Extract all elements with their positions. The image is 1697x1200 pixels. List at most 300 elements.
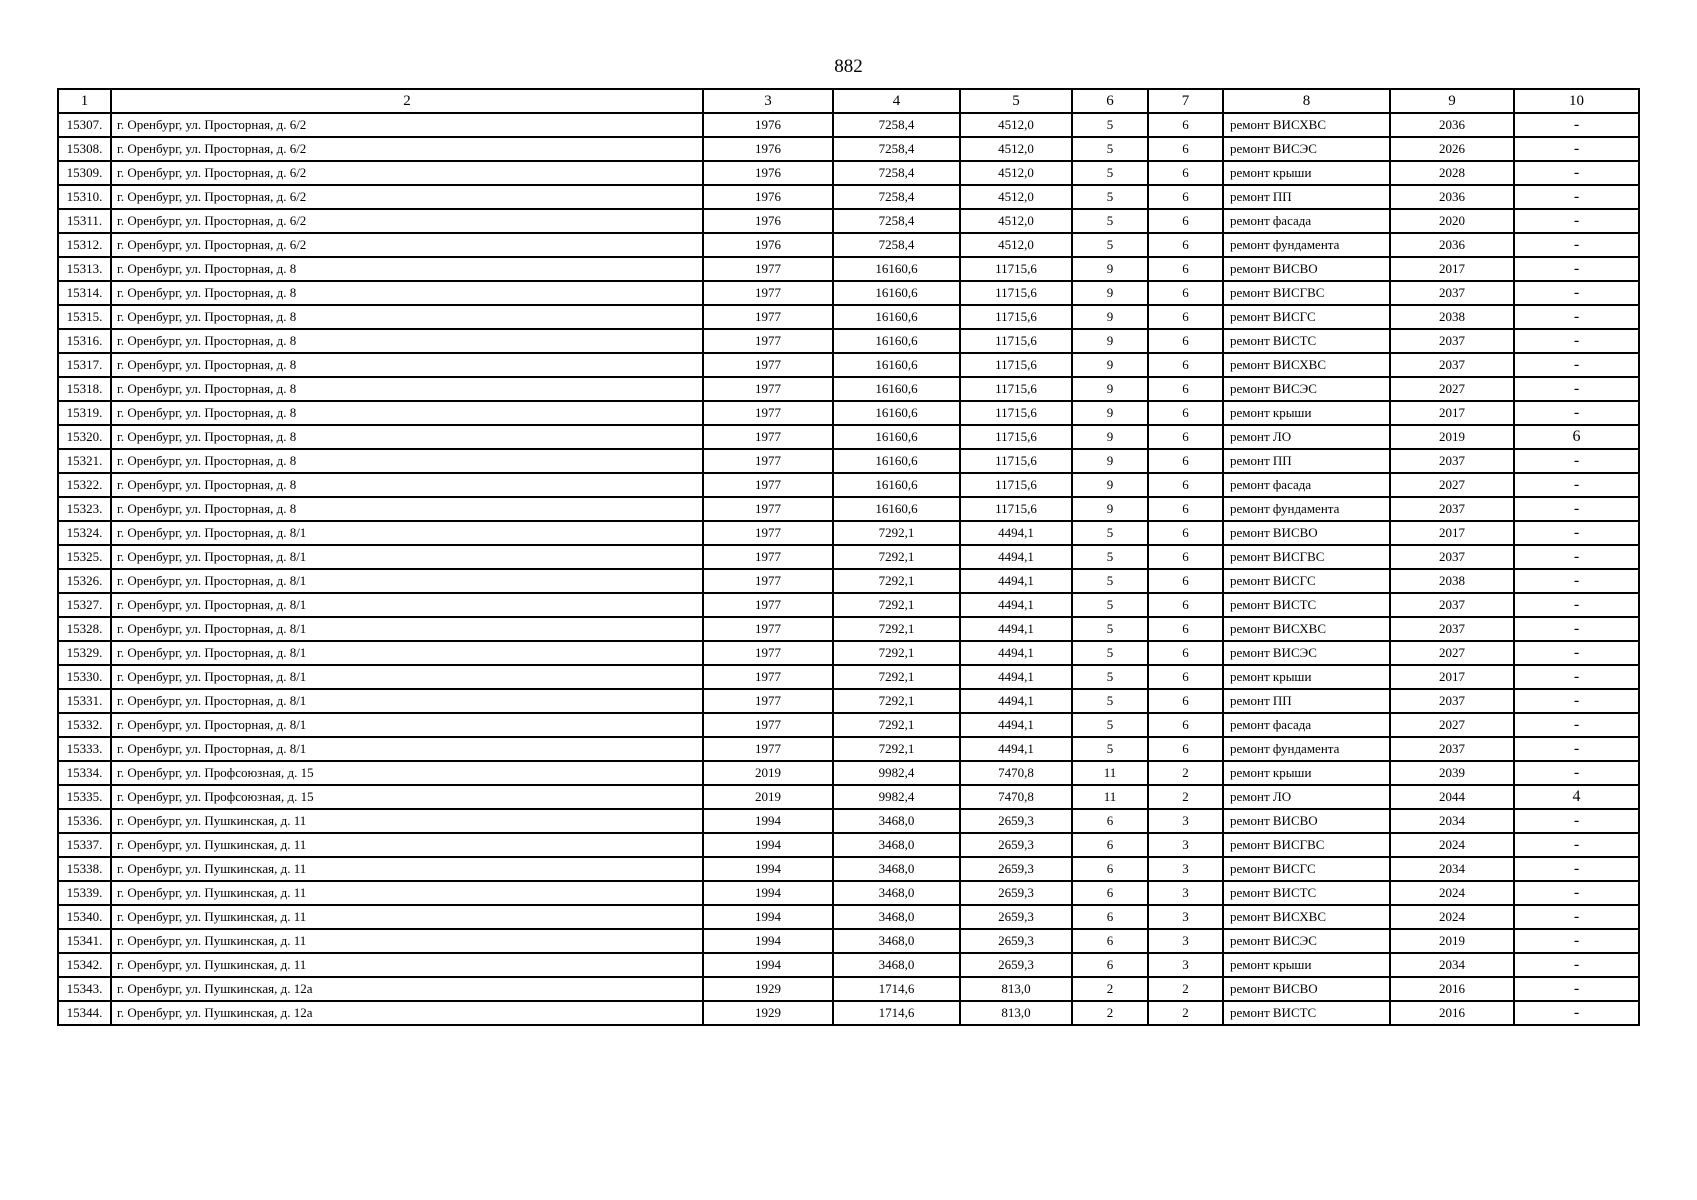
year-cell: 1977 — [703, 473, 833, 497]
row-number-cell: 15330. — [58, 665, 111, 689]
living-area-cell: 11715,6 — [960, 425, 1072, 449]
row-number-cell: 15335. — [58, 785, 111, 809]
year-cell: 1977 — [703, 449, 833, 473]
extra-cell: - — [1514, 665, 1639, 689]
living-area-cell: 4494,1 — [960, 689, 1072, 713]
year-cell: 1977 — [703, 713, 833, 737]
extra-cell: - — [1514, 305, 1639, 329]
row-number-cell: 15328. — [58, 617, 111, 641]
work-type-cell: ремонт ВИСГВС — [1223, 833, 1390, 857]
total-area-cell: 7292,1 — [833, 713, 960, 737]
table-row — [58, 617, 1639, 641]
living-area-cell: 4512,0 — [960, 113, 1072, 137]
total-area-cell: 16160,6 — [833, 473, 960, 497]
year-cell: 1994 — [703, 809, 833, 833]
work-type-cell: ремонт ПП — [1223, 689, 1390, 713]
year-cell: 1976 — [703, 233, 833, 257]
column-header: 3 — [703, 89, 833, 113]
work-type-cell: ремонт фундамента — [1223, 497, 1390, 521]
year-cell: 1977 — [703, 497, 833, 521]
floors-cell: 5 — [1072, 593, 1148, 617]
floors-cell: 9 — [1072, 257, 1148, 281]
living-area-cell: 2659,3 — [960, 905, 1072, 929]
year-cell: 1977 — [703, 401, 833, 425]
year-cell: 2019 — [703, 785, 833, 809]
floors-cell: 5 — [1072, 713, 1148, 737]
row-number-cell: 15333. — [58, 737, 111, 761]
address-cell: г. Оренбург, ул. Просторная, д. 8 — [111, 425, 703, 449]
total-area-cell: 7292,1 — [833, 689, 960, 713]
extra-cell: - — [1514, 329, 1639, 353]
work-type-cell: ремонт ВИСТС — [1223, 329, 1390, 353]
planned-year-cell: 2038 — [1390, 305, 1514, 329]
apartments-cell: 6 — [1148, 233, 1223, 257]
extra-cell: - — [1514, 929, 1639, 953]
apartments-cell: 3 — [1148, 905, 1223, 929]
extra-cell: - — [1514, 449, 1639, 473]
planned-year-cell: 2037 — [1390, 593, 1514, 617]
apartments-cell: 6 — [1148, 545, 1223, 569]
floors-cell: 5 — [1072, 137, 1148, 161]
row-number-cell: 15344. — [58, 1001, 111, 1025]
work-type-cell: ремонт ВИСЭС — [1223, 137, 1390, 161]
work-type-cell: ремонт ВИСХВС — [1223, 353, 1390, 377]
year-cell: 1977 — [703, 641, 833, 665]
table-row — [58, 881, 1639, 905]
row-number-cell: 15311. — [58, 209, 111, 233]
floors-cell: 5 — [1072, 113, 1148, 137]
work-type-cell: ремонт фундамента — [1223, 737, 1390, 761]
floors-cell: 6 — [1072, 929, 1148, 953]
total-area-cell: 7258,4 — [833, 137, 960, 161]
living-area-cell: 4512,0 — [960, 137, 1072, 161]
planned-year-cell: 2027 — [1390, 713, 1514, 737]
address-cell: г. Оренбург, ул. Пушкинская, д. 11 — [111, 953, 703, 977]
total-area-cell: 16160,6 — [833, 401, 960, 425]
extra-cell: - — [1514, 185, 1639, 209]
row-number-cell: 15322. — [58, 473, 111, 497]
planned-year-cell: 2017 — [1390, 401, 1514, 425]
floors-cell: 5 — [1072, 521, 1148, 545]
planned-year-cell: 2037 — [1390, 449, 1514, 473]
column-header: 7 — [1148, 89, 1223, 113]
year-cell: 1977 — [703, 737, 833, 761]
extra-cell: - — [1514, 713, 1639, 737]
living-area-cell: 4494,1 — [960, 545, 1072, 569]
year-cell: 1977 — [703, 665, 833, 689]
living-area-cell: 4494,1 — [960, 521, 1072, 545]
total-area-cell: 3468,0 — [833, 881, 960, 905]
row-number-cell: 15341. — [58, 929, 111, 953]
apartments-cell: 6 — [1148, 473, 1223, 497]
total-area-cell: 7292,1 — [833, 641, 960, 665]
table-row — [58, 1001, 1639, 1025]
planned-year-cell: 2036 — [1390, 185, 1514, 209]
total-area-cell: 3468,0 — [833, 833, 960, 857]
row-number-cell: 15340. — [58, 905, 111, 929]
address-cell: г. Оренбург, ул. Пушкинская, д. 11 — [111, 809, 703, 833]
row-number-cell: 15343. — [58, 977, 111, 1001]
apartments-cell: 6 — [1148, 257, 1223, 281]
address-cell: г. Оренбург, ул. Пушкинская, д. 11 — [111, 905, 703, 929]
planned-year-cell: 2019 — [1390, 425, 1514, 449]
header-row — [58, 89, 1639, 113]
table-row — [58, 929, 1639, 953]
extra-cell: - — [1514, 857, 1639, 881]
work-type-cell: ремонт ЛО — [1223, 425, 1390, 449]
year-cell: 1977 — [703, 329, 833, 353]
living-area-cell: 2659,3 — [960, 929, 1072, 953]
work-type-cell: ремонт ЛО — [1223, 785, 1390, 809]
column-header: 4 — [833, 89, 960, 113]
row-number-cell: 15316. — [58, 329, 111, 353]
apartments-cell: 6 — [1148, 737, 1223, 761]
floors-cell: 5 — [1072, 545, 1148, 569]
apartments-cell: 6 — [1148, 713, 1223, 737]
year-cell: 1929 — [703, 1001, 833, 1025]
work-type-cell: ремонт ВИСГС — [1223, 857, 1390, 881]
floors-cell: 5 — [1072, 617, 1148, 641]
row-number-cell: 15327. — [58, 593, 111, 617]
living-area-cell: 11715,6 — [960, 257, 1072, 281]
floors-cell: 9 — [1072, 425, 1148, 449]
page-number: 882 — [834, 56, 863, 77]
extra-cell: - — [1514, 737, 1639, 761]
total-area-cell: 1714,6 — [833, 1001, 960, 1025]
row-number-cell: 15310. — [58, 185, 111, 209]
address-cell: г. Оренбург, ул. Пушкинская, д. 11 — [111, 881, 703, 905]
planned-year-cell: 2034 — [1390, 809, 1514, 833]
floors-cell: 6 — [1072, 881, 1148, 905]
table-row — [58, 953, 1639, 977]
living-area-cell: 11715,6 — [960, 281, 1072, 305]
total-area-cell: 3468,0 — [833, 809, 960, 833]
floors-cell: 11 — [1072, 761, 1148, 785]
year-cell: 1977 — [703, 281, 833, 305]
floors-cell: 11 — [1072, 785, 1148, 809]
total-area-cell: 16160,6 — [833, 497, 960, 521]
apartments-cell: 6 — [1148, 305, 1223, 329]
address-cell: г. Оренбург, ул. Просторная, д. 8/1 — [111, 737, 703, 761]
year-cell: 1976 — [703, 113, 833, 137]
work-type-cell: ремонт ВИСТС — [1223, 881, 1390, 905]
total-area-cell: 7258,4 — [833, 161, 960, 185]
address-cell: г. Оренбург, ул. Просторная, д. 8 — [111, 257, 703, 281]
address-cell: г. Оренбург, ул. Просторная, д. 8 — [111, 377, 703, 401]
work-type-cell: ремонт крыши — [1223, 761, 1390, 785]
year-cell: 1977 — [703, 257, 833, 281]
living-area-cell: 2659,3 — [960, 857, 1072, 881]
total-area-cell: 7258,4 — [833, 185, 960, 209]
planned-year-cell: 2020 — [1390, 209, 1514, 233]
living-area-cell: 4494,1 — [960, 617, 1072, 641]
apartments-cell: 6 — [1148, 617, 1223, 641]
year-cell: 1976 — [703, 161, 833, 185]
address-cell: г. Оренбург, ул. Пушкинская, д. 11 — [111, 857, 703, 881]
extra-cell: - — [1514, 809, 1639, 833]
apartments-cell: 3 — [1148, 881, 1223, 905]
extra-cell: - — [1514, 593, 1639, 617]
floors-cell: 2 — [1072, 1001, 1148, 1025]
address-cell: г. Оренбург, ул. Просторная, д. 6/2 — [111, 113, 703, 137]
extra-cell: - — [1514, 473, 1639, 497]
table-row — [58, 401, 1639, 425]
address-cell: г. Оренбург, ул. Просторная, д. 6/2 — [111, 209, 703, 233]
extra-cell: - — [1514, 641, 1639, 665]
apartments-cell: 6 — [1148, 593, 1223, 617]
row-number-cell: 15332. — [58, 713, 111, 737]
table-row — [58, 473, 1639, 497]
row-number-cell: 15337. — [58, 833, 111, 857]
row-number-cell: 15331. — [58, 689, 111, 713]
living-area-cell: 4494,1 — [960, 569, 1072, 593]
address-cell: г. Оренбург, ул. Просторная, д. 8 — [111, 473, 703, 497]
work-type-cell: ремонт ВИСВО — [1223, 521, 1390, 545]
table-row — [58, 641, 1639, 665]
table-row — [58, 449, 1639, 473]
planned-year-cell: 2037 — [1390, 497, 1514, 521]
address-cell: г. Оренбург, ул. Просторная, д. 8/1 — [111, 665, 703, 689]
table-row — [58, 305, 1639, 329]
floors-cell: 9 — [1072, 497, 1148, 521]
floors-cell: 5 — [1072, 185, 1148, 209]
work-type-cell: ремонт ВИСВО — [1223, 257, 1390, 281]
living-area-cell: 11715,6 — [960, 353, 1072, 377]
planned-year-cell: 2026 — [1390, 137, 1514, 161]
work-type-cell: ремонт фундамента — [1223, 233, 1390, 257]
work-type-cell: ремонт ВИСТС — [1223, 1001, 1390, 1025]
total-area-cell: 16160,6 — [833, 257, 960, 281]
work-type-cell: ремонт крыши — [1223, 161, 1390, 185]
apartments-cell: 6 — [1148, 665, 1223, 689]
planned-year-cell: 2037 — [1390, 617, 1514, 641]
row-number-cell: 15325. — [58, 545, 111, 569]
year-cell: 1929 — [703, 977, 833, 1001]
living-area-cell: 11715,6 — [960, 497, 1072, 521]
total-area-cell: 16160,6 — [833, 281, 960, 305]
apartments-cell: 6 — [1148, 185, 1223, 209]
total-area-cell: 16160,6 — [833, 449, 960, 473]
address-cell: г. Оренбург, ул. Просторная, д. 8 — [111, 497, 703, 521]
address-cell: г. Оренбург, ул. Пушкинская, д. 11 — [111, 929, 703, 953]
planned-year-cell: 2017 — [1390, 665, 1514, 689]
row-number-cell: 15321. — [58, 449, 111, 473]
year-cell: 1977 — [703, 353, 833, 377]
total-area-cell: 7292,1 — [833, 569, 960, 593]
table-row — [58, 977, 1639, 1001]
extra-cell: - — [1514, 137, 1639, 161]
work-type-cell: ремонт ВИСТС — [1223, 593, 1390, 617]
table-row — [58, 281, 1639, 305]
row-number-cell: 15319. — [58, 401, 111, 425]
living-area-cell: 11715,6 — [960, 377, 1072, 401]
living-area-cell: 7470,8 — [960, 785, 1072, 809]
table-row — [58, 785, 1639, 809]
year-cell: 2019 — [703, 761, 833, 785]
extra-cell: - — [1514, 353, 1639, 377]
living-area-cell: 11715,6 — [960, 449, 1072, 473]
column-header: 9 — [1390, 89, 1514, 113]
floors-cell: 5 — [1072, 209, 1148, 233]
total-area-cell: 7258,4 — [833, 209, 960, 233]
row-number-cell: 15336. — [58, 809, 111, 833]
living-area-cell: 813,0 — [960, 977, 1072, 1001]
row-number-cell: 15329. — [58, 641, 111, 665]
table-row — [58, 233, 1639, 257]
living-area-cell: 2659,3 — [960, 833, 1072, 857]
floors-cell: 5 — [1072, 641, 1148, 665]
floors-cell: 5 — [1072, 737, 1148, 761]
row-number-cell: 15324. — [58, 521, 111, 545]
living-area-cell: 7470,8 — [960, 761, 1072, 785]
work-type-cell: ремонт крыши — [1223, 665, 1390, 689]
work-type-cell: ремонт фасада — [1223, 473, 1390, 497]
apartments-cell: 6 — [1148, 425, 1223, 449]
year-cell: 1994 — [703, 833, 833, 857]
planned-year-cell: 2027 — [1390, 473, 1514, 497]
table-row — [58, 113, 1639, 137]
floors-cell: 5 — [1072, 233, 1148, 257]
floors-cell: 6 — [1072, 833, 1148, 857]
table-row — [58, 593, 1639, 617]
planned-year-cell: 2016 — [1390, 1001, 1514, 1025]
apartments-cell: 3 — [1148, 857, 1223, 881]
planned-year-cell: 2024 — [1390, 833, 1514, 857]
planned-year-cell: 2037 — [1390, 281, 1514, 305]
row-number-cell: 15309. — [58, 161, 111, 185]
total-area-cell: 7292,1 — [833, 545, 960, 569]
floors-cell: 9 — [1072, 401, 1148, 425]
living-area-cell: 4512,0 — [960, 161, 1072, 185]
extra-cell: - — [1514, 401, 1639, 425]
apartments-cell: 3 — [1148, 953, 1223, 977]
apartments-cell: 6 — [1148, 641, 1223, 665]
apartments-cell: 6 — [1148, 113, 1223, 137]
table-row — [58, 569, 1639, 593]
planned-year-cell: 2016 — [1390, 977, 1514, 1001]
work-type-cell: ремонт ВИСГВС — [1223, 545, 1390, 569]
work-type-cell: ремонт ВИСЭС — [1223, 929, 1390, 953]
floors-cell: 9 — [1072, 329, 1148, 353]
living-area-cell: 2659,3 — [960, 953, 1072, 977]
table-row — [58, 137, 1639, 161]
living-area-cell: 11715,6 — [960, 473, 1072, 497]
row-number-cell: 15317. — [58, 353, 111, 377]
planned-year-cell: 2024 — [1390, 905, 1514, 929]
living-area-cell: 11715,6 — [960, 305, 1072, 329]
table-row — [58, 377, 1639, 401]
planned-year-cell: 2017 — [1390, 521, 1514, 545]
extra-cell: 6 — [1514, 425, 1639, 449]
year-cell: 1977 — [703, 521, 833, 545]
row-number-cell: 15313. — [58, 257, 111, 281]
extra-cell: - — [1514, 881, 1639, 905]
row-number-cell: 15338. — [58, 857, 111, 881]
planned-year-cell: 2037 — [1390, 737, 1514, 761]
living-area-cell: 11715,6 — [960, 401, 1072, 425]
column-header: 2 — [111, 89, 703, 113]
work-type-cell: ремонт ВИСГВС — [1223, 281, 1390, 305]
total-area-cell: 7292,1 — [833, 617, 960, 641]
extra-cell: - — [1514, 905, 1639, 929]
address-cell: г. Оренбург, ул. Просторная, д. 6/2 — [111, 161, 703, 185]
planned-year-cell: 2037 — [1390, 689, 1514, 713]
table-row — [58, 713, 1639, 737]
table-row — [58, 689, 1639, 713]
work-type-cell: ремонт ВИСХВС — [1223, 905, 1390, 929]
work-type-cell: ремонт ВИСГС — [1223, 569, 1390, 593]
extra-cell: - — [1514, 521, 1639, 545]
apartments-cell: 3 — [1148, 929, 1223, 953]
table-row — [58, 833, 1639, 857]
extra-cell: - — [1514, 977, 1639, 1001]
floors-cell: 9 — [1072, 353, 1148, 377]
planned-year-cell: 2038 — [1390, 569, 1514, 593]
year-cell: 1994 — [703, 929, 833, 953]
apartments-cell: 6 — [1148, 449, 1223, 473]
planned-year-cell: 2019 — [1390, 929, 1514, 953]
row-number-cell: 15323. — [58, 497, 111, 521]
year-cell: 1977 — [703, 593, 833, 617]
table-row — [58, 545, 1639, 569]
row-number-cell: 15339. — [58, 881, 111, 905]
living-area-cell: 4494,1 — [960, 641, 1072, 665]
extra-cell: - — [1514, 281, 1639, 305]
work-type-cell: ремонт ВИСЭС — [1223, 641, 1390, 665]
apartments-cell: 3 — [1148, 833, 1223, 857]
column-header: 1 — [58, 89, 111, 113]
floors-cell: 9 — [1072, 449, 1148, 473]
planned-year-cell: 2034 — [1390, 857, 1514, 881]
floors-cell: 5 — [1072, 161, 1148, 185]
work-type-cell: ремонт ВИСХВС — [1223, 617, 1390, 641]
extra-cell: - — [1514, 953, 1639, 977]
apartments-cell: 6 — [1148, 497, 1223, 521]
apartments-cell: 2 — [1148, 1001, 1223, 1025]
floors-cell: 9 — [1072, 281, 1148, 305]
address-cell: г. Оренбург, ул. Просторная, д. 8 — [111, 329, 703, 353]
table-row — [58, 857, 1639, 881]
apartments-cell: 6 — [1148, 569, 1223, 593]
work-type-cell: ремонт ПП — [1223, 185, 1390, 209]
apartments-cell: 6 — [1148, 521, 1223, 545]
row-number-cell: 15326. — [58, 569, 111, 593]
planned-year-cell: 2036 — [1390, 113, 1514, 137]
address-cell: г. Оренбург, ул. Просторная, д. 8/1 — [111, 617, 703, 641]
total-area-cell: 9982,4 — [833, 761, 960, 785]
planned-year-cell: 2034 — [1390, 953, 1514, 977]
row-number-cell: 15342. — [58, 953, 111, 977]
apartments-cell: 2 — [1148, 761, 1223, 785]
planned-year-cell: 2017 — [1390, 257, 1514, 281]
extra-cell: - — [1514, 545, 1639, 569]
apartments-cell: 6 — [1148, 209, 1223, 233]
total-area-cell: 7258,4 — [833, 233, 960, 257]
floors-cell: 6 — [1072, 809, 1148, 833]
year-cell: 1994 — [703, 881, 833, 905]
column-header: 10 — [1514, 89, 1639, 113]
apartments-cell: 6 — [1148, 329, 1223, 353]
planned-year-cell: 2036 — [1390, 233, 1514, 257]
year-cell: 1976 — [703, 185, 833, 209]
floors-cell: 6 — [1072, 953, 1148, 977]
extra-cell: - — [1514, 209, 1639, 233]
total-area-cell: 7292,1 — [833, 665, 960, 689]
planned-year-cell: 2037 — [1390, 329, 1514, 353]
table-row — [58, 185, 1639, 209]
floors-cell: 9 — [1072, 473, 1148, 497]
floors-cell: 9 — [1072, 305, 1148, 329]
